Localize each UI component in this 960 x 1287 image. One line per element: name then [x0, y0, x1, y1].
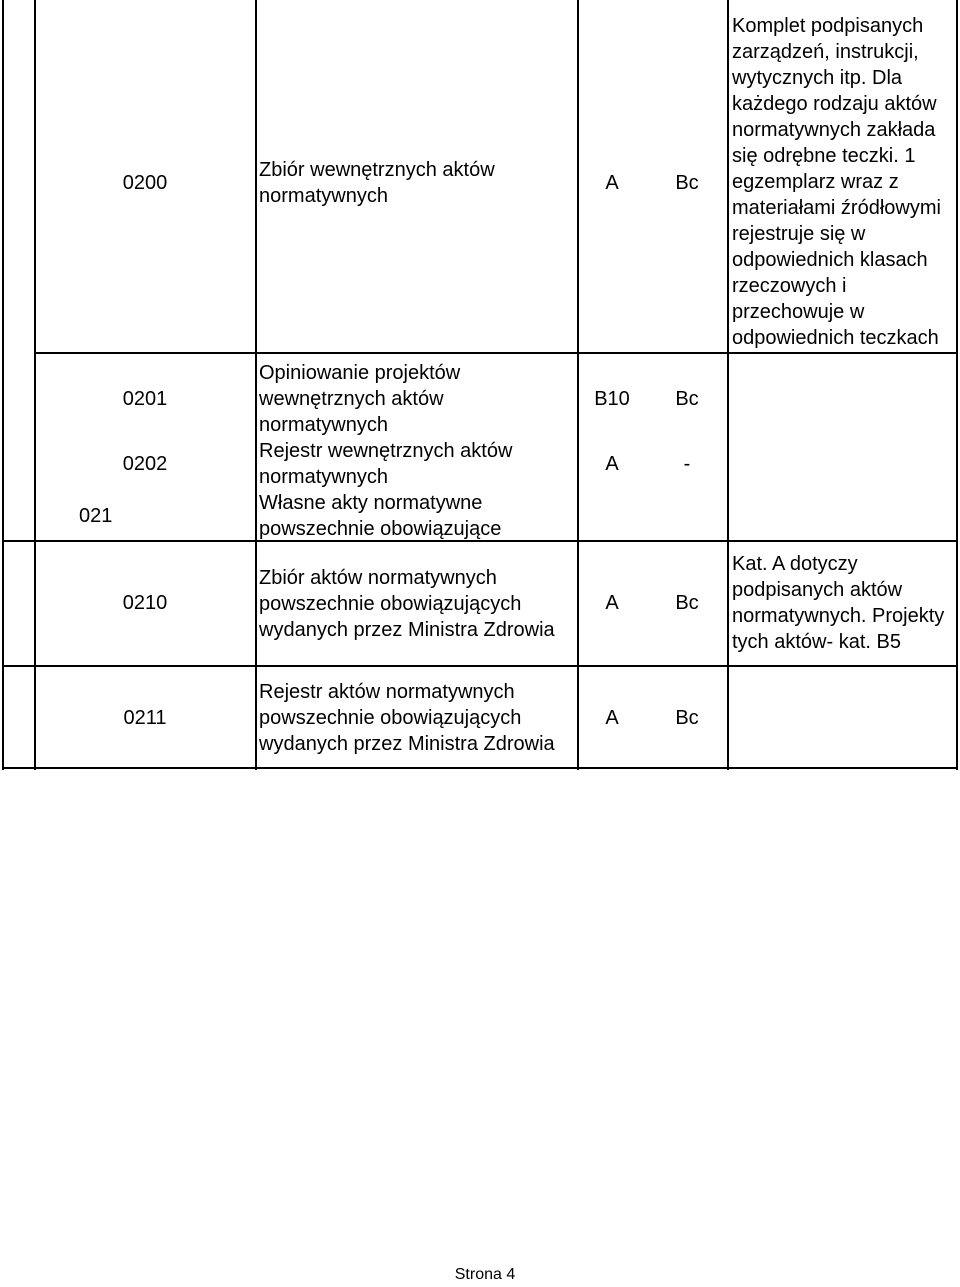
row-symbol: 0200	[122, 172, 168, 194]
row-symbol: 0211	[123, 707, 167, 729]
row-category-other: Bc	[675, 707, 699, 729]
row-title: Rejestr wewnętrznych aktów normatywnych	[259, 440, 513, 488]
row-category-main: A	[605, 453, 619, 475]
row-title: Własne akty normatywne powszechnie obowiązujące	[259, 492, 502, 540]
row-symbol: 0202	[122, 453, 168, 475]
row-category-main: A	[605, 592, 619, 614]
row-remarks: Komplet podpisanych zarządzeń, instrukcji, wytycznych itp. Dla każdego rodzaju aktów normatywnych zakłada się odrębne teczki. 1 egzemplarz wraz z materiałami źródłowymi rejestruje się w odpowiednich klasach rzeczowych i przechowuje w odpowiednich teczkach	[732, 15, 941, 349]
row-title: Rejestr aktów normatywnych powszechnie obowiązujących wydanych przez Ministra Zdrowia	[259, 681, 555, 755]
table-border-left	[2, 0, 4, 770]
row-symbol: 0210	[122, 592, 168, 614]
row-divider-1	[34, 352, 958, 354]
row-divider-3	[2, 665, 958, 667]
column-divider-category	[727, 0, 729, 770]
page-number: Strona 4	[454, 1266, 516, 1283]
column-divider-group	[34, 0, 36, 770]
row-remarks: Kat. A dotyczy podpisanych aktów normatywnych. Projekty tych aktów- kat. B5	[732, 553, 945, 653]
column-divider-title	[577, 0, 579, 770]
row-category-main: B10	[594, 388, 630, 410]
row-category-main: A	[605, 172, 619, 194]
row-category-other: -	[683, 453, 691, 475]
row-category-other: Bc	[675, 388, 699, 410]
group-symbol: 021	[79, 505, 113, 527]
row-title: Zbiór aktów normatywnych powszechnie obowiązujących wydanych przez Ministra Zdrowia	[259, 567, 555, 641]
row-category-other: Bc	[675, 592, 699, 614]
table-border-bottom	[2, 767, 958, 769]
row-symbol: 0201	[122, 388, 168, 410]
row-title: Opiniowanie projektów wewnętrznych aktów normatywnych	[259, 362, 461, 436]
row-title: Zbiór wewnętrznych aktów normatywnych	[259, 159, 495, 207]
row-category-other: Bc	[675, 172, 699, 194]
row-category-main: A	[605, 707, 619, 729]
column-divider-symbol	[255, 0, 257, 770]
